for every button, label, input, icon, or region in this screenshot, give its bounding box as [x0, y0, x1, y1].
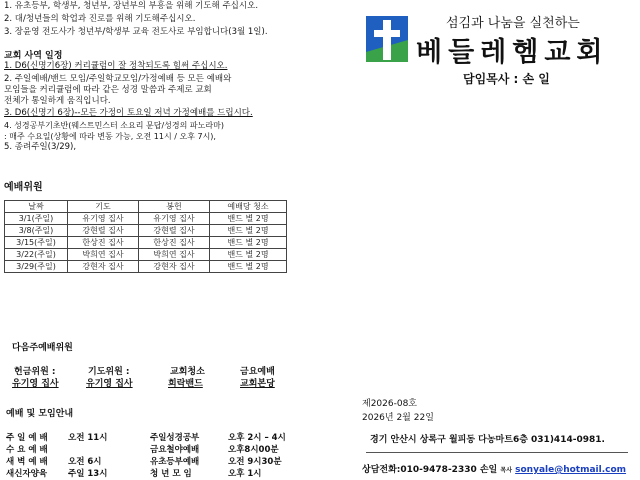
duty-cell: 3/15(주일): [5, 237, 68, 249]
church-address: 경기 안산시 상록구 월피동 다농마트6층 031)414-0981.: [370, 435, 605, 445]
contact-tag: 목사: [500, 467, 512, 474]
pastor-name: 담임목사 : 손 일: [463, 72, 550, 86]
next-week-value-prayer: 유기영 집사: [86, 379, 133, 389]
table-row: [5, 249, 287, 261]
schedule-line-8: 5. 종려주일(3/29),: [4, 142, 77, 152]
schedule-line-6: 4. 성경공부기초반(웨스트민스터 소요리 문답/성경의 파노라마): [4, 121, 224, 130]
contact-email-link[interactable]: sonyale@hotmail.com: [515, 465, 627, 475]
duty-header-prayer: 기도: [68, 201, 139, 213]
contact-text: 상담전화:010-9478-2330 손일: [362, 465, 498, 475]
duty-header-offering: 봉헌: [139, 201, 210, 213]
next-week-title: 다음주예배위원: [12, 343, 73, 353]
prayer-line-2: 2. 대/청년들의 학업과 진로를 위해 기도해주십시오.: [4, 14, 196, 24]
next-week-label-offering: 헌금위원 :: [14, 367, 56, 377]
table-row: [5, 261, 287, 273]
duty-cell: 3/29(주일): [5, 261, 68, 273]
church-motto: 섬김과 나눔을 실천하는: [446, 16, 580, 31]
meeting-name: 수 요 예 배: [6, 445, 48, 455]
meeting-time: 주일 13시: [68, 469, 108, 479]
meeting-name: 유초등부예배: [150, 457, 200, 467]
meeting-time: 오전 11시: [68, 433, 108, 443]
duty-cell: 3/22(주일): [5, 249, 68, 261]
next-week-value-friday: 교회본당: [240, 379, 275, 389]
table-row: [5, 225, 287, 237]
meeting-time: 오후 1시: [228, 469, 262, 479]
meeting-name: 새신자양육: [6, 469, 48, 479]
duty-cell: 한상진 집사: [68, 237, 139, 249]
schedule-title: 교회 사역 일정: [4, 51, 63, 61]
contact-phone: [362, 462, 626, 475]
prayer-line-3: 3. 장윤영 전도사가 청년부/학생부 교육 전도사로 부임합니다(3월 1일).: [4, 27, 268, 37]
meetings-title: 예배 및 모임안내: [6, 409, 74, 419]
meeting-name: 금요철야예배: [150, 445, 200, 455]
duty-table: [4, 200, 287, 273]
duty-cell: 유기영 집사: [139, 213, 210, 225]
duty-cell: 강현자 집사: [68, 261, 139, 273]
duty-cell: 3/1(주일): [5, 213, 68, 225]
meeting-name: 주일성경공부: [150, 433, 200, 443]
duty-title: 예배위원: [4, 182, 43, 193]
schedule-line-5: 3. D6(신명기 6장)--모든 가정이 토요일 저녁 가정예배를 드립시다.: [4, 108, 253, 118]
duty-cell: 밴드 별 2명: [210, 261, 287, 273]
duty-cell: 밴드 별 2명: [210, 225, 287, 237]
next-week-value-cleaning: 희락밴드: [168, 379, 203, 389]
meeting-name: 주 일 예 배: [6, 433, 48, 443]
duty-cell: 박희연 집사: [139, 249, 210, 261]
meeting-name: 새 벽 예 배: [6, 457, 48, 467]
divider: [366, 452, 628, 453]
duty-cell: 박희연 집사: [68, 249, 139, 261]
meeting-name: 청 년 모 임: [150, 469, 192, 479]
duty-header-date: 날짜: [5, 201, 68, 213]
duty-cell: 강현렬 집사: [139, 225, 210, 237]
schedule-line-2: 2. 주일예배/밴드 모임/주일학교모임/가정예배 등 모든 예배와: [4, 74, 232, 84]
duty-cell: 밴드 별 2명: [210, 249, 287, 261]
duty-header-row: [5, 201, 287, 213]
duty-cell: 강현자 집사: [139, 261, 210, 273]
schedule-line-7: : 매주 수요일(상황에 따라 변동 가능, 오전 11시 / 오후 7시),: [4, 132, 216, 141]
prayer-line-1: 1. 유초등부, 학생부, 청년부, 장년부의 부흥을 위해 기도해 주십시오.: [4, 1, 259, 11]
issue-date: 2026년 2월 22일: [362, 413, 434, 423]
next-week-value-offering: 유기영 집사: [12, 379, 59, 389]
duty-cell: 한상진 집사: [139, 237, 210, 249]
table-row: [5, 237, 287, 249]
duty-cell: 밴드 별 2명: [210, 213, 287, 225]
duty-cell: 유기영 집사: [68, 213, 139, 225]
schedule-line-4: 전체가 통일하게 움직입니다.: [4, 96, 111, 106]
schedule-line-1: 1. D6(신명기6장) 커리큘럼이 잘 정착되도록 힘써 주십시오.: [4, 61, 228, 71]
meeting-time: 오후 2시 – 4시: [228, 433, 286, 443]
duty-cell: 3/8(주일): [5, 225, 68, 237]
meeting-time: 오전 9시30분: [228, 457, 282, 467]
meeting-time: 오후8시00분: [228, 445, 279, 455]
church-name: 베들레헴교회: [416, 37, 609, 68]
next-week-label-prayer: 기도위원 :: [88, 367, 130, 377]
next-week-label-friday: 금요예배: [240, 367, 275, 377]
cross-logo-icon: [362, 12, 412, 66]
table-row: [5, 213, 287, 225]
duty-header-cleaning: 예배당 청소: [210, 201, 287, 213]
next-week-label-cleaning: 교회청소: [170, 367, 205, 377]
issue-number: 제2026-08호: [362, 399, 417, 409]
meeting-time: 오전 6시: [68, 457, 102, 467]
duty-cell: 밴드 별 2명: [210, 237, 287, 249]
duty-cell: 강현렬 집사: [68, 225, 139, 237]
schedule-line-3: 모임들을 커리큘럼에 따라 같은 성경 말씀과 주제로 교회: [4, 85, 212, 95]
